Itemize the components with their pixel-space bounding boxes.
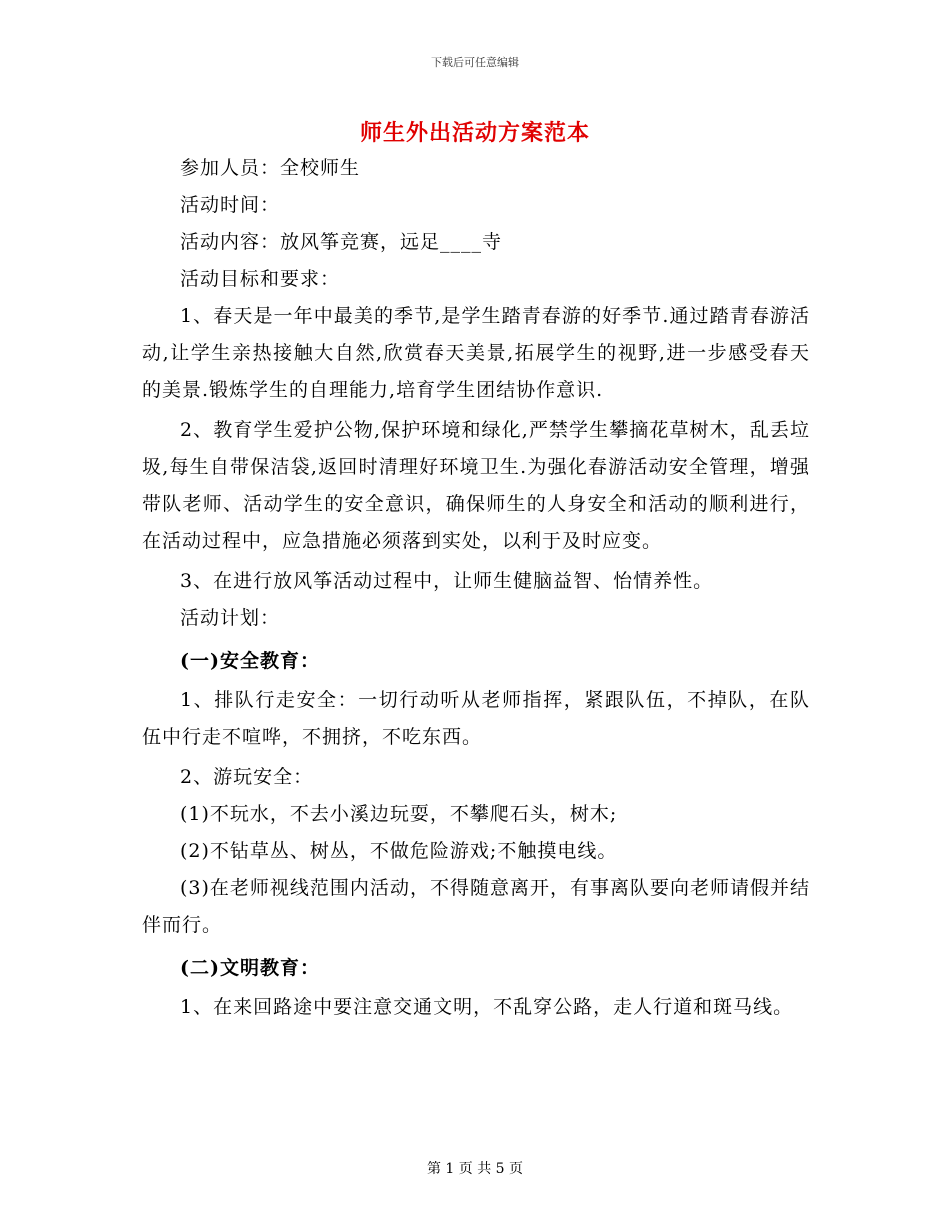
safety-subitem-3: (3)在老师视线范围内活动，不得随意离开，有事离队要向老师请假并结伴而行。 bbox=[142, 877, 810, 936]
safety-subitem-2: (2)不钻草丛、树丛，不做危险游戏;不触摸电线。 bbox=[180, 840, 618, 862]
page-header-note: 下载后可任意编辑 bbox=[431, 56, 519, 69]
goal-paragraph-3: 3、在进行放风筝活动过程中，让师生健脑益智、怡情养性。 bbox=[180, 570, 714, 592]
goal-paragraph-2: 2、教育学生爱护公物,保护环境和绿化,严禁学生攀摘花草树木，乱丢垃圾,每生自带保洁袋,返回时清理好环境卫生.为强化春游活动安全管理，增强带队老师、活动学生的安全意识，确保师生的人身安全和活动的顺利进行，在活动过程中，应急措施必须落到实处，以利于及时应变。 bbox=[142, 419, 810, 552]
civil-item-1: 1、在来回路途中要注意交通文明，不乱穿公路，走人行道和斑马线。 bbox=[180, 996, 794, 1018]
civil-section-heading: (二)文明教育： bbox=[180, 957, 320, 979]
safety-subitem-1: (1)不玩水，不去小溪边玩耍，不攀爬石头，树木; bbox=[180, 803, 618, 825]
page-number: 第 1 页 共 5 页 bbox=[426, 1161, 524, 1177]
safety-item-1: 1、排队行走安全：一切行动听从老师指挥，紧跟队伍，不掉队，在队伍中行走不喧哗，不拥挤，不吃东西。 bbox=[142, 689, 810, 748]
content-line: 活动内容：放风筝竞赛，远足____寺 bbox=[180, 231, 503, 253]
document-title: 师生外出活动方案范本 bbox=[359, 120, 590, 146]
safety-section-heading: (一)安全教育： bbox=[180, 650, 320, 672]
goals-heading: 活动目标和要求： bbox=[180, 268, 341, 290]
safety-item-2: 2、游玩安全： bbox=[180, 766, 314, 788]
document-body bbox=[142, 150, 810, 1026]
goal-paragraph-1: 1、春天是一年中最美的季节,是学生踏青春游的好季节.通过踏青春游活动,让学生亲热接触大自然,欣赏春天美景,拓展学生的视野,进一步感受春天的美景.锻炼学生的自理能力,培育学生团结协作意识. bbox=[142, 305, 810, 401]
plan-heading: 活动计划： bbox=[180, 607, 281, 629]
time-line: 活动时间： bbox=[180, 194, 281, 216]
participants-line: 参加人员：全校师生 bbox=[180, 157, 361, 179]
